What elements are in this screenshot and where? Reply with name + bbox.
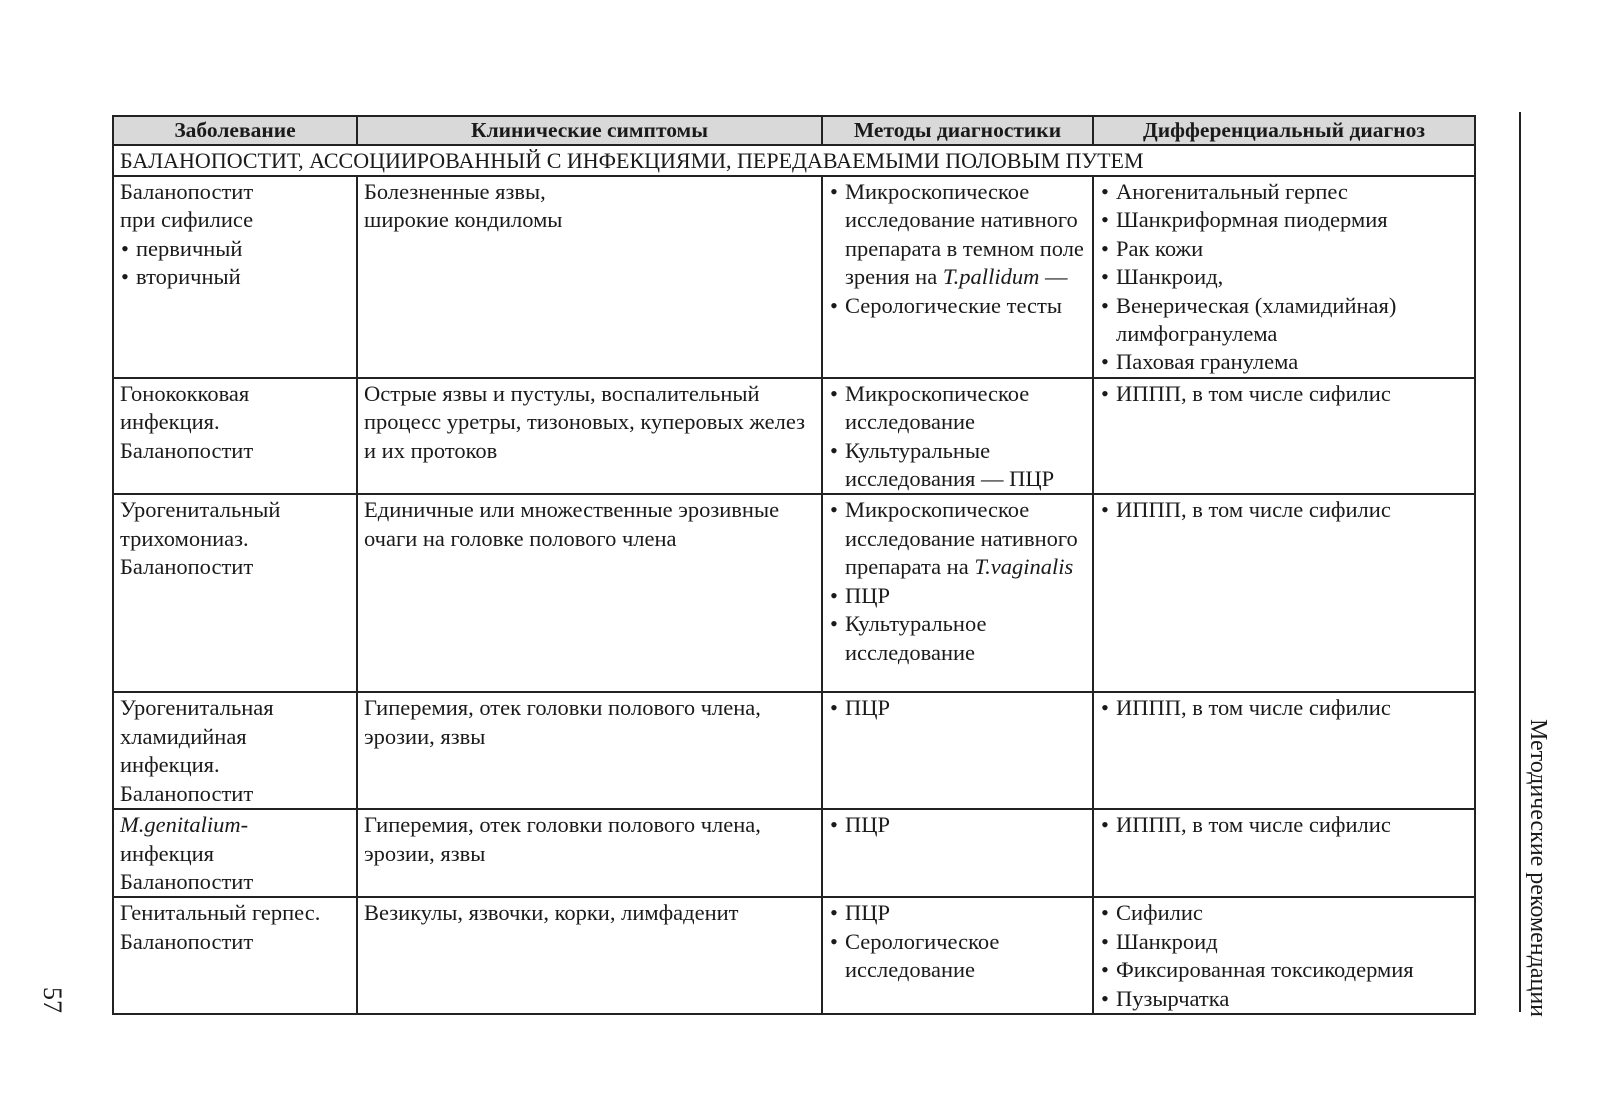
- diagnostics-cell: [822, 692, 1093, 809]
- page-number: 57: [38, 987, 67, 1013]
- list-item: • Венерическая (хламидийная) лимфогранулема: [1100, 292, 1468, 349]
- diagnostics-cell: [822, 494, 1093, 692]
- table-row: [113, 378, 1475, 495]
- table-row: [113, 897, 1475, 1014]
- disease-line: хламидийная: [120, 723, 247, 749]
- pathogen-name: T.vaginalis: [974, 554, 1074, 580]
- section-title: БАЛАНОПОСТИТ, АССОЦИИРОВАННЫЙ С ИНФЕКЦИЯМИ, ПЕРЕДАВАЕМЫМИ ПОЛОВЫМ ПУТЕМ: [113, 145, 1475, 176]
- differential-cell: [1093, 692, 1475, 809]
- diagnostics-cell: [822, 378, 1093, 495]
- symptoms-cell: Единичные или множественные эрозивные очаги на головке полового члена: [357, 494, 822, 692]
- disease-cell: [113, 692, 357, 809]
- list-item: • Фиксированная токсикодермия: [1100, 956, 1468, 984]
- disease-line: Генитальный герпес.: [120, 900, 321, 926]
- list-item: • ПЦР: [829, 899, 1086, 927]
- differential-cell: [1093, 897, 1475, 1014]
- disease-cell: [113, 897, 357, 1014]
- list-item: • Сифилис: [1100, 899, 1468, 927]
- disease-line: инфекция: [120, 840, 215, 866]
- symptoms-cell: Гиперемия, отек головки полового члена, эрозии, язвы: [357, 809, 822, 897]
- list-item: • Шанкроид: [1100, 928, 1468, 956]
- header-disease: Заболевание: [113, 116, 357, 145]
- differential-cell: [1093, 809, 1475, 897]
- diagnostics-cell: [822, 176, 1093, 378]
- symptoms-cell: [357, 176, 822, 378]
- list-item: • ИППП, в том числе сифилис: [1100, 380, 1468, 408]
- list-item: • Культуральное исследование: [829, 610, 1086, 667]
- list-item: • Пузырчатка: [1100, 985, 1468, 1013]
- diagnostics-cell: [822, 809, 1093, 897]
- table-header-row: [113, 116, 1475, 145]
- differential-cell: [1093, 378, 1475, 495]
- header-symptoms: Клинические симптомы: [357, 116, 822, 145]
- table-row: [113, 809, 1475, 897]
- list-item: [829, 178, 1086, 292]
- disease-line: Урогенитальный: [120, 497, 281, 523]
- list-item: • ПЦР: [829, 582, 1086, 610]
- list-item: • Серологическое исследование: [829, 928, 1086, 985]
- disease-line: Урогенитальная: [120, 695, 274, 721]
- symptoms-cell: Везикулы, язвочки, корки, лимфаденит: [357, 897, 822, 1014]
- disease-cell: [113, 176, 357, 378]
- diagnosis-table: [112, 115, 1476, 1015]
- differential-cell: [1093, 176, 1475, 378]
- table-row: [113, 692, 1475, 809]
- disease-line: инфекция.: [120, 752, 220, 778]
- running-title-rule: [1519, 112, 1521, 1012]
- disease-subtypes: [120, 235, 350, 292]
- diagnostics-text: Микроскопическое исследование нативного препарата в темном поле зрения на: [845, 179, 1084, 290]
- disease-line: трихомониаз.: [120, 525, 249, 551]
- header-differential: Дифференциальный диагноз: [1093, 116, 1475, 145]
- disease-line: Баланопостит: [120, 437, 254, 463]
- table-row: [113, 494, 1475, 692]
- disease-line: Гонококковая: [120, 380, 250, 406]
- disease-line: Баланопостит: [120, 928, 254, 954]
- list-item: • ИППП, в том числе сифилис: [1100, 811, 1468, 839]
- running-title: Методические рекомендации: [1525, 718, 1551, 1018]
- list-item: • Рак кожи: [1100, 235, 1468, 263]
- section-row: [113, 145, 1475, 176]
- disease-line: Баланопостит: [120, 554, 254, 580]
- disease-line: при сифилисе: [120, 207, 254, 233]
- list-item: • ИППП, в том числе сифилис: [1100, 694, 1468, 722]
- pathogen-name: T.pallidum: [942, 264, 1040, 290]
- header-diagnostics: Методы диагностики: [822, 116, 1093, 145]
- disease-cell: [113, 809, 357, 897]
- list-item: • ПЦР: [829, 694, 1086, 722]
- list-item: • Культуральные исследования — ПЦР: [829, 437, 1086, 494]
- diagnostics-cell: [822, 897, 1093, 1014]
- disease-cell: [113, 494, 357, 692]
- disease-line: Баланопостит: [120, 179, 254, 204]
- disease-cell: [113, 378, 357, 495]
- pathogen-name: M.genitalium: [120, 812, 241, 838]
- symptoms-line: широкие кондиломы: [364, 207, 563, 233]
- symptoms-cell: Гиперемия, отек головки полового члена, эрозии, язвы: [357, 692, 822, 809]
- list-item: • Аногенитальный герпес: [1100, 178, 1468, 206]
- list-item: [829, 496, 1086, 581]
- list-item: • Серологические тесты: [829, 292, 1086, 320]
- diagnostics-text: Микроскопическое исследование нативного препарата на: [845, 497, 1078, 580]
- list-item: • Паховая гранулема: [1100, 348, 1468, 376]
- table-row: [113, 176, 1475, 378]
- list-item: • Шанкроид,: [1100, 263, 1468, 291]
- symptoms-line: Болезненные язвы,: [364, 179, 546, 204]
- disease-line: Баланопостит: [120, 780, 254, 806]
- differential-cell: [1093, 494, 1475, 692]
- disease-line: инфекция.: [120, 409, 220, 435]
- list-item: • вторичный: [120, 263, 350, 291]
- list-item: • Шанкриформная пиодермия: [1100, 206, 1468, 234]
- disease-suffix: -: [240, 812, 249, 838]
- list-item: • Микроскопическое исследование: [829, 380, 1086, 437]
- diagnostics-tail: —: [1039, 264, 1068, 290]
- list-item: • ИППП, в том числе сифилис: [1100, 496, 1468, 524]
- symptoms-cell: Острые язвы и пустулы, воспалительный процесс уретры, тизоновых, куперовых желез и их протоков: [357, 378, 822, 495]
- list-item: • ПЦР: [829, 811, 1086, 839]
- disease-line: Баланопостит: [120, 868, 254, 894]
- list-item: • первичный: [120, 235, 350, 263]
